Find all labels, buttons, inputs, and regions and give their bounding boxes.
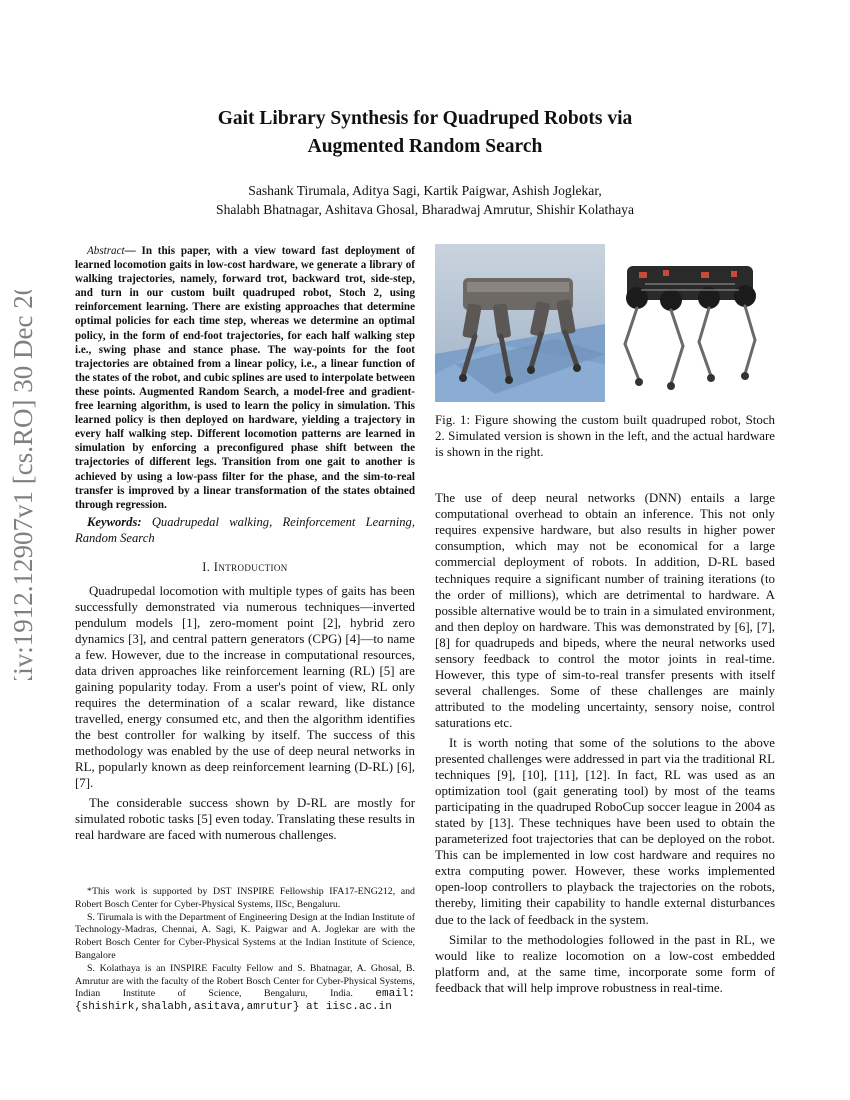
figure-1 bbox=[435, 244, 775, 402]
left-column bbox=[75, 244, 415, 844]
figure-1-caption: Fig. 1: Figure showing the custom built quadruped robot, Stoch 2. Simulated version is shown in the left, and the actual hardware is shown in the right. bbox=[435, 413, 775, 460]
right-paragraph-3: Similar to the methodologies followed in the past in RL, we would like to realize locomotion on a low-cost embedded platform and, at the same time, incorporate some form of feedback that will help improve robustness in real-time. bbox=[435, 932, 775, 995]
footnote-affiliation-2 bbox=[75, 963, 415, 1014]
abstract-text: — In this paper, with a view toward fast deployment of learned locomotion gaits in low-cost hardware, we generate a library of walking trajectories, namely, forward trot, backward trot, side-step, and turn in our custom built quadruped robot, Stoch 2, using reinforcement learning. There are existing approaches that determine optimal policies for each time step, whereas we determine an optimal policy, in the form of end-foot trajectories, for each half walking step i.e., swing phase and stance phase. The way-points for the foot trajectories are obtained from a linear policy, i.e., a linear function of the states of the robot, and cubic splines are used to interpolate between these points. Augmented Random Search, a model-free and gradient-free learning algorithm, is used to learn the policy in simulation. This learned policy is then deployed on hardware, yielding a trajectory in every half walking step. Different locomotion patterns are learned in simulation by enforcing a preconfigured phase shift between the trajectories of different legs. Transition from one gait to another is achieved by using a low-pass filter for the phase, and the sim-to-real transfer is improved by a linear transformation of the states obtained through regression. bbox=[75, 245, 415, 511]
right-paragraph-1: The use of deep neural networks (DNN) entails a large computational overhead to obtain an inference. This not only requires expensive hardware, but also results in higher power consumption, which may not be economical for a large commercial deployment of robots. In addition, D-RL based techniques require a significant number of training iterations (to the order of millions), which are detrimental to hardware. A possible alternative would be to train in a simulated environment, and then deploy on hardware. This was demonstrated by [6], [7], [8] for quadrupeds and bipeds, where the neural networks used sensory feedback to control the motor joints in real-time. However, this type of sim-to-real transfer presents with itself several challenges. Some of these challenges are mainly attributed to the modeling uncertainty, sensory noise, control saturations etc. bbox=[435, 491, 775, 730]
author-list bbox=[120, 181, 730, 219]
right-column bbox=[435, 244, 775, 996]
arxiv-side-stamp bbox=[2, 290, 42, 680]
title-line-1: Gait Library Synthesis for Quadruped Robots via bbox=[217, 108, 633, 129]
paper-title bbox=[120, 105, 730, 161]
keywords bbox=[75, 514, 415, 546]
abstract-label: Abstract bbox=[87, 245, 125, 257]
title-line-2: Augmented Random Search bbox=[307, 136, 543, 157]
figure-hardware-robot-image bbox=[605, 244, 775, 402]
authors-line-1: Sashank Tirumala, Aditya Sagi, Kartik Paigwar, Ashish Joglekar, bbox=[248, 183, 602, 198]
intro-paragraph-1: Quadrupedal locomotion with multiple types of gaits has been successfully demonstrated via numerous techniques—inverted pendulum models [1], zero-moment point [2], hybrid zero dynamics [3], and central pattern generators (CPG) [4]—to name a few. However, due to the increase in computational resources, data driven approaches like reinforcement learning (RL) [5] are gaining popularity today. From a user's point of view, RL only requires the determination of a scalar reward, like distance travelled, energy consumed etc, and then the algorithm identifies the best controller for walking by itself. The success of this methodology was enabled by the use of deep neural networks in RL, popularly known as deep reinforcement learning (D-RL) [6], [7]. bbox=[75, 583, 415, 791]
abstract bbox=[75, 244, 415, 512]
authors-line-2: Shalabh Bhatnagar, Ashitava Ghosal, Bharadwaj Amrutur, Shishir Kolathaya bbox=[216, 202, 634, 217]
figure-simulated-robot-image bbox=[435, 244, 605, 402]
right-paragraph-2: It is worth noting that some of the solutions to the above presented challenges were addressed in part via the traditional RL techniques [9], [10], [11], [12]. In fact, RL was used as an optimization tool (gait generating tool) by most of the teams participating in the quadruped RoboCup soccer league in 2004 as stated by [13]. These techniques have been used to obtain the parameterized foot trajectories that can be deployed on the robot. This can be implemented in low cost hardware and requires no extra computing power. However, these works implemented open-loop controllers to playback the trajectories on the robots, thereby, limiting their capability to handle external disturbances due to the lack of feedback in the system. bbox=[435, 735, 775, 927]
footnotes bbox=[75, 886, 415, 1014]
footnote-funding: *This work is supported by DST INSPIRE Fellowship IFA17-ENG212, and Robert Bosch Center for Cyber-Physical Systems, IISc, Bengaluru. bbox=[75, 886, 415, 910]
keywords-text: Quadrupedal walking, Reinforcement Learning, Random Search bbox=[75, 514, 415, 545]
footnote-affiliation-1: S. Tirumala is with the Department of Engineering Design at the Indian Institute of Technology-Madras, Chennai, A. Sagi, K. Paigwar and A. Joglekar are with the Robert Bosch Center for Cyber-Physical Systems at the Indian Institute of Science, Bangalore bbox=[75, 911, 416, 961]
right-body-text bbox=[435, 490, 775, 995]
section-heading-introduction: I. Introduction bbox=[202, 559, 288, 574]
intro-paragraph-2: The considerable success shown by D-RL are mostly for simulated robotic tasks [5] even today. Translating these results in real hardware are faced with numerous challenges. bbox=[75, 796, 415, 843]
footnote-affiliation-2-text: S. Kolathaya is an INSPIRE Faculty Fellow and S. Bhatnagar, A. Ghosal, B. Amrutur are with the faculty of the Robert Bosch Center for Cyber-Physical Systems, Indian Institute of Science, Bengaluru, India. bbox=[75, 962, 415, 1000]
keywords-label: Keywords: bbox=[87, 514, 142, 529]
footnote-email: email: {shishirk,shalabh,asitava,amrutur} at iisc.ac.in bbox=[75, 988, 416, 1014]
arxiv-stamp-text: arXiv:1912.12907v1 [cs.RO] 30 Dec 2019 bbox=[8, 290, 38, 680]
